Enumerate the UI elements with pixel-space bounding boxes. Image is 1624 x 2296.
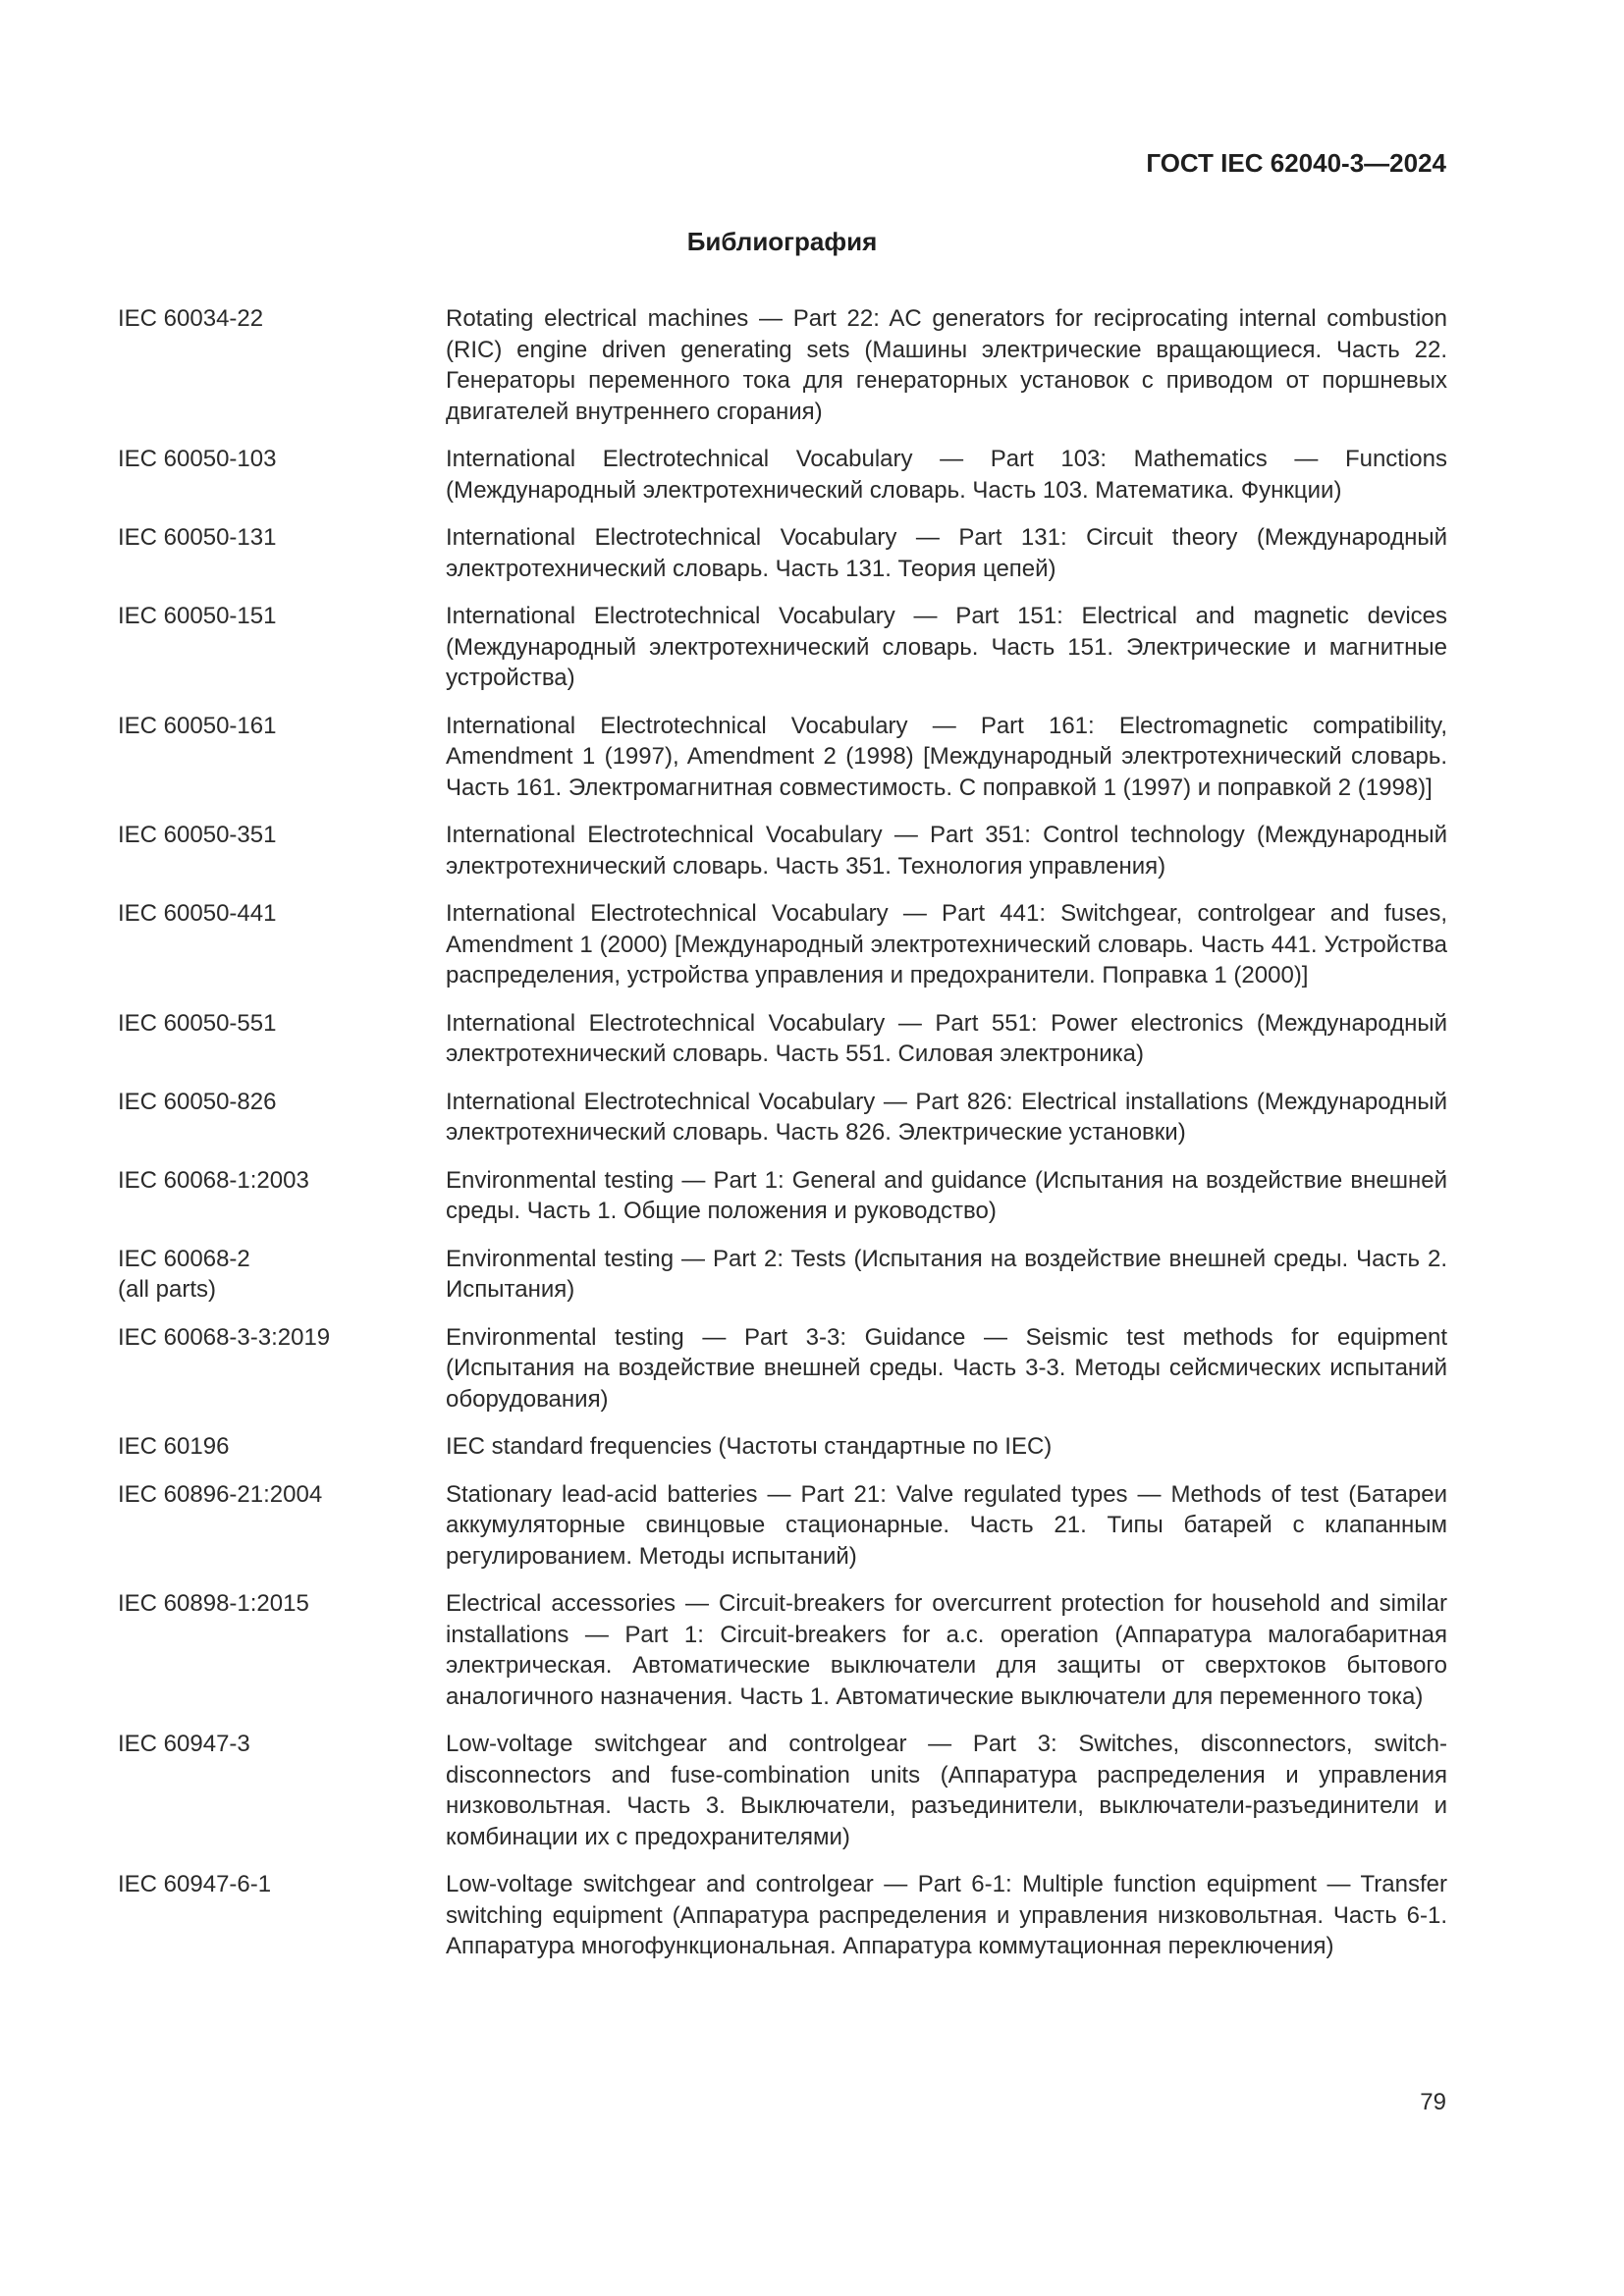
reference-description: International Electrotechnical Vocabulary — Part 351: Control technology (Международный электротехнический словарь. Часть 351. Технология управления) xyxy=(446,822,1447,880)
reference-code: IEC 60068-3-3:2019 xyxy=(118,1323,331,1351)
bibliography-entry xyxy=(118,601,1447,694)
reference-code: IEC 60050-161 xyxy=(118,712,277,739)
reference-code: IEC 60050-131 xyxy=(118,524,277,551)
reference-description: International Electrotechnical Vocabulary — Part 441: Switchgear, controlgear and fuses, Amendment 1 (2000) [Международный электротехнический словарь. Часть 441. Устройства распределения, устройства управления и предохранители. Поправка 1 (2000)] xyxy=(446,900,1447,988)
reference-description: International Electrotechnical Vocabulary — Part 103: Mathematics — Functions (Международный электротехнический словарь. Часть 103. Математика. Функции) xyxy=(446,446,1447,504)
reference-description: International Electrotechnical Vocabulary — Part 161: Electromagnetic compatibility, Amendment 1 (1997), Amendment 2 (1998) [Международный электротехнический словарь. Часть 161. Электромагнитная совместимость. С поправкой 1 (1997) и поправкой 2 (1998)] xyxy=(446,712,1447,801)
reference-code: IEC 60050-441 xyxy=(118,900,277,927)
reference-description: Rotating electrical machines — Part 22: AC generators for reciprocating internal combustion (RIC) engine driven generating sets (Машины электрические вращающиеся. Часть 22. Генераторы переменного тока для генераторных установок с приводом от поршневых двигателей внутреннего сгорания) xyxy=(446,305,1447,425)
reference-code: IEC 60050-351 xyxy=(118,822,277,848)
bibliography-entry xyxy=(118,1588,1447,1712)
bibliography-list xyxy=(118,303,1447,1979)
bibliography-entry xyxy=(118,303,1447,427)
document-standard-header: ГОСТ IEC 62040-3—2024 xyxy=(1146,148,1446,178)
reference-description: International Electrotechnical Vocabulary — Part 551: Power electronics (Международный электротехнический словарь. Часть 551. Силовая электроника) xyxy=(446,1009,1447,1067)
reference-code: IEC 60068-2 (all parts) xyxy=(118,1245,250,1303)
bibliography-entry xyxy=(118,1165,1447,1227)
reference-description: Low-voltage switchgear and controlgear — Part 3: Switches, disconnectors, switch-disconnectors and fuse-combination units (Аппаратура распределения и управления низковольтная. Часть 3. Выключатели, разъединители, выключатели-разъединители и комбинации их с предохранителями) xyxy=(446,1731,1447,1850)
reference-code: IEC 60050-551 xyxy=(118,1009,277,1037)
reference-description: IEC standard frequencies (Частоты стандартные по IEC) xyxy=(446,1433,1053,1460)
bibliography-entry xyxy=(118,711,1447,804)
reference-code: IEC 60896-21:2004 xyxy=(118,1480,323,1508)
reference-description: Environmental testing — Part 2: Tests (Испытания на воздействие внешней среды. Часть 2. Испытания) xyxy=(446,1245,1447,1303)
bibliography-entry xyxy=(118,1869,1447,1962)
bibliography-entry xyxy=(118,1729,1447,1852)
reference-code: IEC 60068-1:2003 xyxy=(118,1166,309,1194)
reference-description: Low-voltage switchgear and controlgear — Part 6-1: Multiple function equipment — Transfer switching equipment (Аппаратура распределения и управления низковольтная. Часть 6-1. Аппаратура многофункциональная. Аппаратура коммутационная переключения) xyxy=(446,1871,1447,1959)
bibliography-entry xyxy=(118,1431,1447,1463)
reference-code: IEC 60034-22 xyxy=(118,305,264,332)
reference-code: IEC 60050-151 xyxy=(118,603,277,629)
reference-code: IEC 60050-826 xyxy=(118,1088,277,1115)
reference-description: Environmental testing — Part 3-3: Guidance — Seismic test methods for equipment (Испытания на воздействие внешней среды. Часть 3-3. Методы сейсмических испытаний оборудования) xyxy=(446,1323,1447,1413)
reference-code: IEC 60947-3 xyxy=(118,1731,250,1757)
reference-code: IEC 60898-1:2015 xyxy=(118,1590,309,1617)
bibliography-entry xyxy=(118,1008,1447,1070)
reference-description: International Electrotechnical Vocabulary — Part 826: Electrical installations (Международный электротехнический словарь. Часть 826. Электрические установки) xyxy=(446,1088,1447,1146)
reference-code: IEC 60196 xyxy=(118,1433,230,1460)
bibliography-entry xyxy=(118,820,1447,881)
reference-description: International Electrotechnical Vocabulary — Part 131: Circuit theory (Международный электротехнический словарь. Часть 131. Теория цепей) xyxy=(446,524,1447,582)
reference-description: Environmental testing — Part 1: General and guidance (Испытания на воздействие внешней среды. Часть 1. Общие положения и руководство) xyxy=(446,1166,1447,1224)
reference-code: IEC 60050-103 xyxy=(118,446,277,472)
bibliography-entry xyxy=(118,1087,1447,1148)
reference-code: IEC 60947-6-1 xyxy=(118,1871,272,1897)
reference-description: International Electrotechnical Vocabulary — Part 151: Electrical and magnetic devices (Международный электротехнический словарь. Часть 151. Электрические и магнитные устройства) xyxy=(446,603,1447,691)
page-title: Библиография xyxy=(686,227,878,256)
bibliography-entry xyxy=(118,1479,1447,1573)
reference-description: Electrical accessories — Circuit-breakers for overcurrent protection for household and similar installations — Part 1: Circuit-breakers for a.c. operation (Аппаратура малогабаритная электрическая. Автоматические выключатели для защиты от сверхтоков бытового аналогичного назначения. Часть 1. Автоматические выключатели для переменного тока) xyxy=(446,1590,1447,1710)
bibliography-entry xyxy=(118,1244,1447,1306)
page-number: 79 xyxy=(1420,2089,1446,2115)
bibliography-entry xyxy=(118,522,1447,584)
bibliography-entry xyxy=(118,1322,1447,1415)
reference-description: Stationary lead-acid batteries — Part 21: Valve regulated types — Methods of test (Батареи аккумуляторные свинцовые стационарные. Часть 21. Типы батарей с клапанным регулированием. Методы испытаний) xyxy=(446,1480,1447,1570)
bibliography-entry xyxy=(118,444,1447,506)
bibliography-entry xyxy=(118,898,1447,991)
